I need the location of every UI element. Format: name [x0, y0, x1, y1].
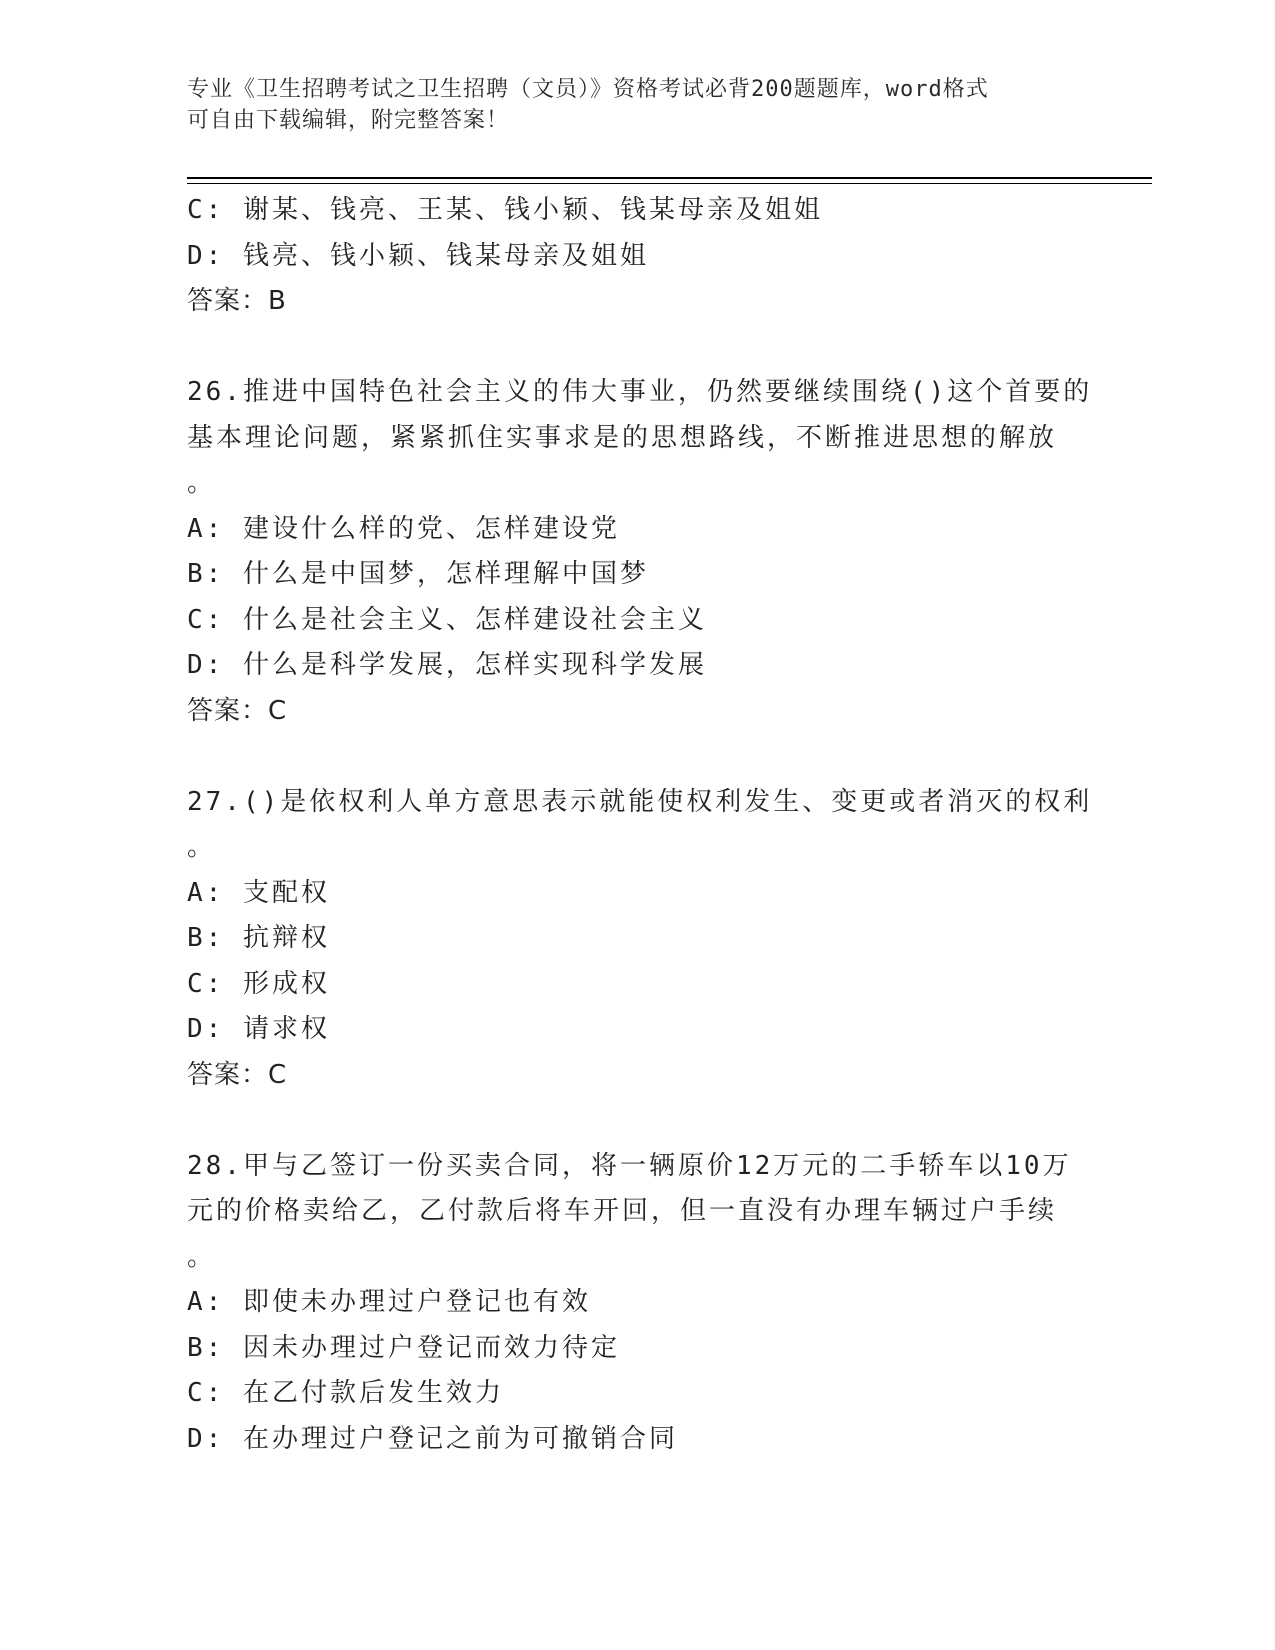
header-line-2: 可自由下载编辑，附完整答案！ [187, 108, 510, 133]
spacer [187, 325, 1087, 371]
option-c: C: 谢某、钱亮、王某、钱小颖、钱某母亲及姐姐 [187, 195, 823, 225]
question-25-tail [187, 188, 1087, 325]
question-stem-line: 。 [187, 1241, 217, 1272]
question-stem-line: 元的价格卖给乙，乙付款后将车开回，但一直没有办理车辆过户手续 [187, 1196, 1058, 1226]
option-c: C: 在乙付款后发生效力 [187, 1378, 504, 1408]
option-d: D: 钱亮、钱小颖、钱某母亲及姐姐 [187, 240, 649, 271]
question-stem-line: 28.甲与乙签订一份买卖合同，将一辆原价12万元的二手轿车以10万 [187, 1150, 1072, 1181]
answer-label: 答案：C [187, 695, 288, 726]
option-d: D: 什么是科学发展，怎样实现科学发展 [187, 650, 707, 680]
question-stem-line: 27.()是依权利人单方意思表示就能使权利发生、变更或者消灭的权利 [187, 786, 1093, 817]
question-27 [187, 780, 1093, 1099]
option-a: A: 支配权 [187, 877, 330, 908]
spacer [187, 734, 1087, 780]
question-28 [187, 1144, 1087, 1463]
header-divider-thin [187, 183, 1152, 184]
page-header [187, 74, 1087, 136]
option-b: B: 什么是中国梦，怎样理解中国梦 [187, 559, 649, 589]
option-a: A: 即使未办理过户登记也有效 [187, 1287, 591, 1317]
header-line-1: 专业《卫生招聘考试之卫生招聘（文员）》资格考试必背200题题库，word格式 [187, 77, 989, 102]
option-b: B: 抗辩权 [187, 923, 330, 953]
answer-label: 答案：B [187, 286, 287, 316]
option-b: B: 因未办理过户登记而效力待定 [187, 1332, 620, 1363]
document-body [187, 188, 1093, 1462]
question-26 [187, 370, 1093, 734]
spacer [187, 1098, 1087, 1144]
option-d: D: 在办理过户登记之前为可撤销合同 [187, 1423, 678, 1454]
question-stem-line: 基本理论问题，紧紧抓住实事求是的思想路线，不断推进思想的解放 [187, 422, 1058, 453]
option-d: D: 请求权 [187, 1014, 330, 1044]
option-c: C: 什么是社会主义、怎样建设社会主义 [187, 604, 707, 635]
option-a: A: 建设什么样的党、怎样建设党 [187, 513, 620, 544]
answer-label: 答案：C [187, 1059, 288, 1090]
question-stem-line: 26.推进中国特色社会主义的伟大事业，仍然要继续围绕()这个首要的 [187, 377, 1093, 407]
question-stem-line: 。 [187, 468, 217, 498]
question-stem-line: 。 [187, 832, 217, 862]
header-divider-thick [187, 177, 1152, 179]
option-c: C: 形成权 [187, 968, 330, 999]
